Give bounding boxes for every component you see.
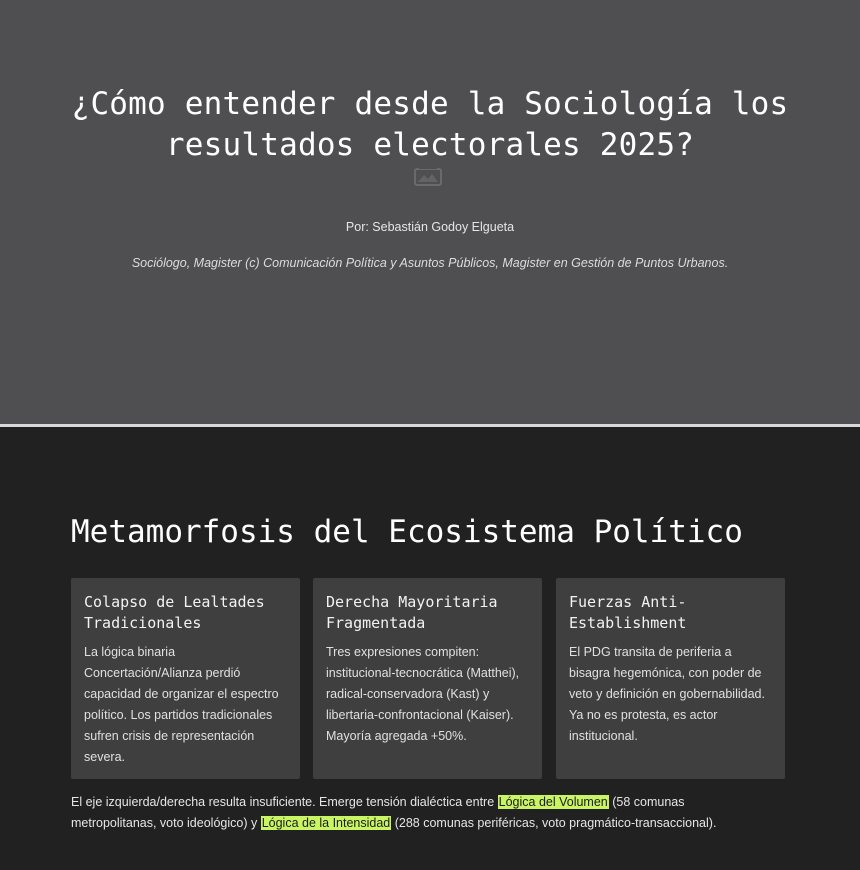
section-title: Metamorfosis del Ecosistema Político <box>71 514 743 550</box>
card-title: Derecha Mayoritaria Fragmentada <box>326 593 498 632</box>
image-placeholder-icon <box>413 163 443 187</box>
summary-paragraph <box>71 792 771 834</box>
highlight-intensity-logic: Lógica de la Intensidad <box>261 816 391 830</box>
card-anti-establishment <box>556 578 785 779</box>
summary-text: (288 comunas periféricas, voto pragmático-transaccional). <box>391 816 717 830</box>
card-title: Fuerzas Anti-Establishment <box>569 593 687 632</box>
card-body: Tres expresiones compiten: institucional-tecnocrática (Matthei), radical-conservadora (Kast) y libertaria-confrontacional (Kaiser). Mayoría agregada +50%. <box>326 645 520 743</box>
card-body: El PDG transita de periferia a bisagra hegemónica, con poder de veto y definición en gobernabilidad. Ya no es protesta, es actor institucional. <box>569 645 765 743</box>
summary-text: (58 comunas metropolitanas, voto ideológico) y <box>71 795 685 830</box>
card-traditional-loyalties <box>71 578 300 779</box>
page-title: ¿Cómo entender desde la Sociología los resultados electorales 2025? <box>71 86 789 163</box>
summary-text: El eje izquierda/derecha resulta insuficiente. Emerge tensión dialéctica entre <box>71 795 498 809</box>
hero-banner <box>0 0 860 424</box>
card-title: Colapso de Lealtades Tradicionales <box>84 593 265 632</box>
ecosystem-section <box>0 427 860 870</box>
card-body: La lógica binaria Concertación/Alianza perdió capacidad de organizar el espectro político. Los partidos tradicionales sufren crisis de representación severa. <box>84 645 279 764</box>
highlight-volume-logic: Lógica del Volumen <box>498 795 608 809</box>
author-credentials: Sociólogo, Magister (c) Comunicación Política y Asuntos Públicos, Magister en Gestión de Puntos Urbanos. <box>131 256 729 270</box>
card-fragmented-right <box>313 578 542 779</box>
author-byline: Por: Sebastián Godoy Elgueta <box>345 220 515 234</box>
